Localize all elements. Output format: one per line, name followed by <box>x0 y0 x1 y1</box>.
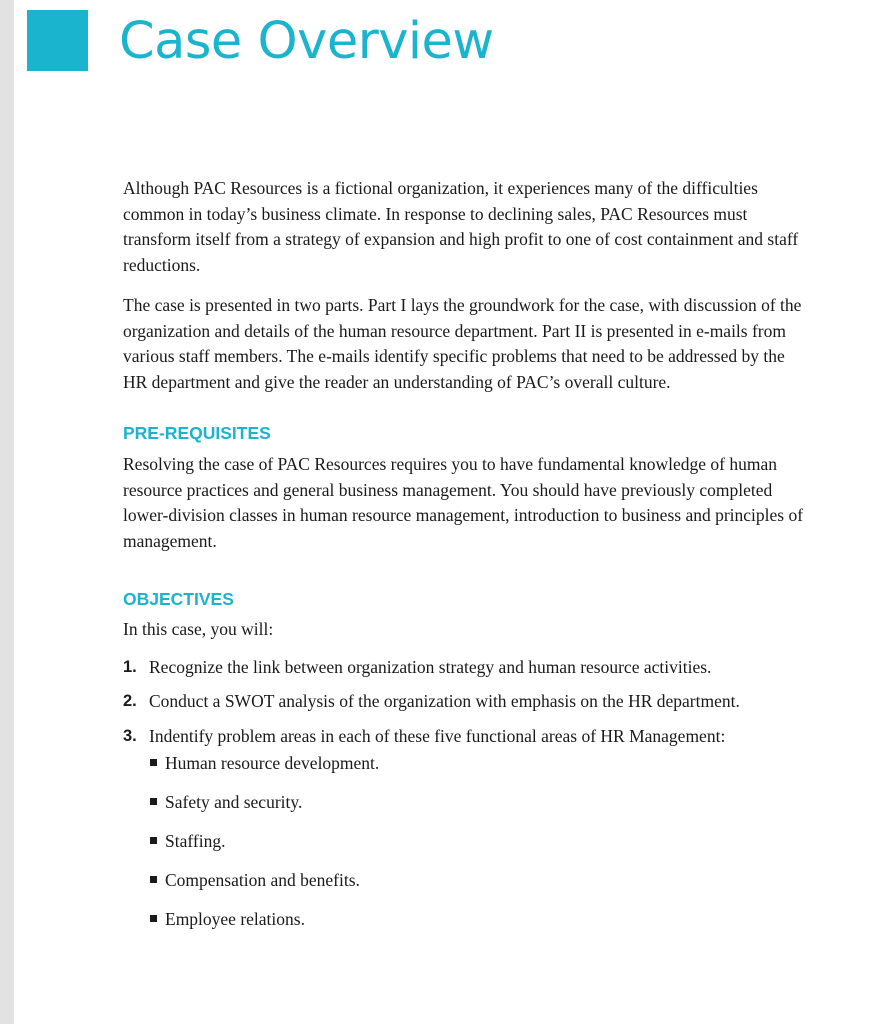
prerequisites-paragraph: Resolving the case of PAC Resources requires you to have fundamental knowledge of human resource practices and general business management. You should have previously completed lower-division classes in human resource management, introduction to business and principles of management. <box>123 454 804 551</box>
intro-paragraph-2: The case is presented in two parts. Part I lays the groundwork for the case, with discussion of the organization and details of the human resource department. Part II is presented in e-mails from various staff members. The e-mails identify specific problems that need to be addressed by the HR department and give the reader an understanding of PAC’s overall culture. <box>123 295 802 392</box>
functional-area-text: Safety and security. <box>165 792 303 812</box>
document-body <box>123 176 813 946</box>
square-bullet-icon <box>150 759 157 766</box>
objectives-list <box>123 655 813 933</box>
functional-area-text: Employee relations. <box>165 909 305 929</box>
accent-square <box>27 10 88 71</box>
functional-area-text: Staffing. <box>165 831 226 851</box>
objectives-heading: OBJECTIVES <box>123 589 234 609</box>
functional-area-item <box>141 907 813 933</box>
hr-functional-areas-list <box>141 751 813 933</box>
objective-text: Indentify problem areas in each of these five functional areas of HR Management: <box>149 725 726 746</box>
objective-item-2 <box>123 689 813 715</box>
prerequisites-heading: PRE-REQUISITES <box>123 423 271 443</box>
square-bullet-icon <box>150 876 157 883</box>
objectives-intro: In this case, you will: <box>123 619 274 639</box>
intro-paragraph-1: Although PAC Resources is a fictional organization, it experiences many of the difficulties common in today’s business climate. In response to declining sales, PAC Resources must transform itself from a strategy of expansion and high profit to one of cost containment and staff reductions. <box>123 178 799 275</box>
page-title: Case Overview <box>119 12 494 71</box>
functional-area-text: Compensation and benefits. <box>165 870 360 890</box>
functional-area-item <box>141 790 813 816</box>
objective-item-1 <box>123 655 813 681</box>
functional-area-item <box>141 751 813 777</box>
square-bullet-icon <box>150 915 157 922</box>
functional-area-item <box>141 868 813 894</box>
objective-text: Conduct a SWOT analysis of the organization with emphasis on the HR department. <box>149 691 740 711</box>
objective-number: 1. <box>123 657 137 676</box>
page-edge-rule <box>0 0 14 1024</box>
objective-item-3 <box>123 724 813 933</box>
objective-text: Recognize the link between organization strategy and human resource activities. <box>149 656 712 677</box>
objective-number: 3. <box>123 726 137 745</box>
square-bullet-icon <box>150 798 157 805</box>
functional-area-item <box>141 829 813 855</box>
functional-area-text: Human resource development. <box>165 753 380 773</box>
square-bullet-icon <box>150 837 157 844</box>
objective-number: 2. <box>123 692 137 710</box>
